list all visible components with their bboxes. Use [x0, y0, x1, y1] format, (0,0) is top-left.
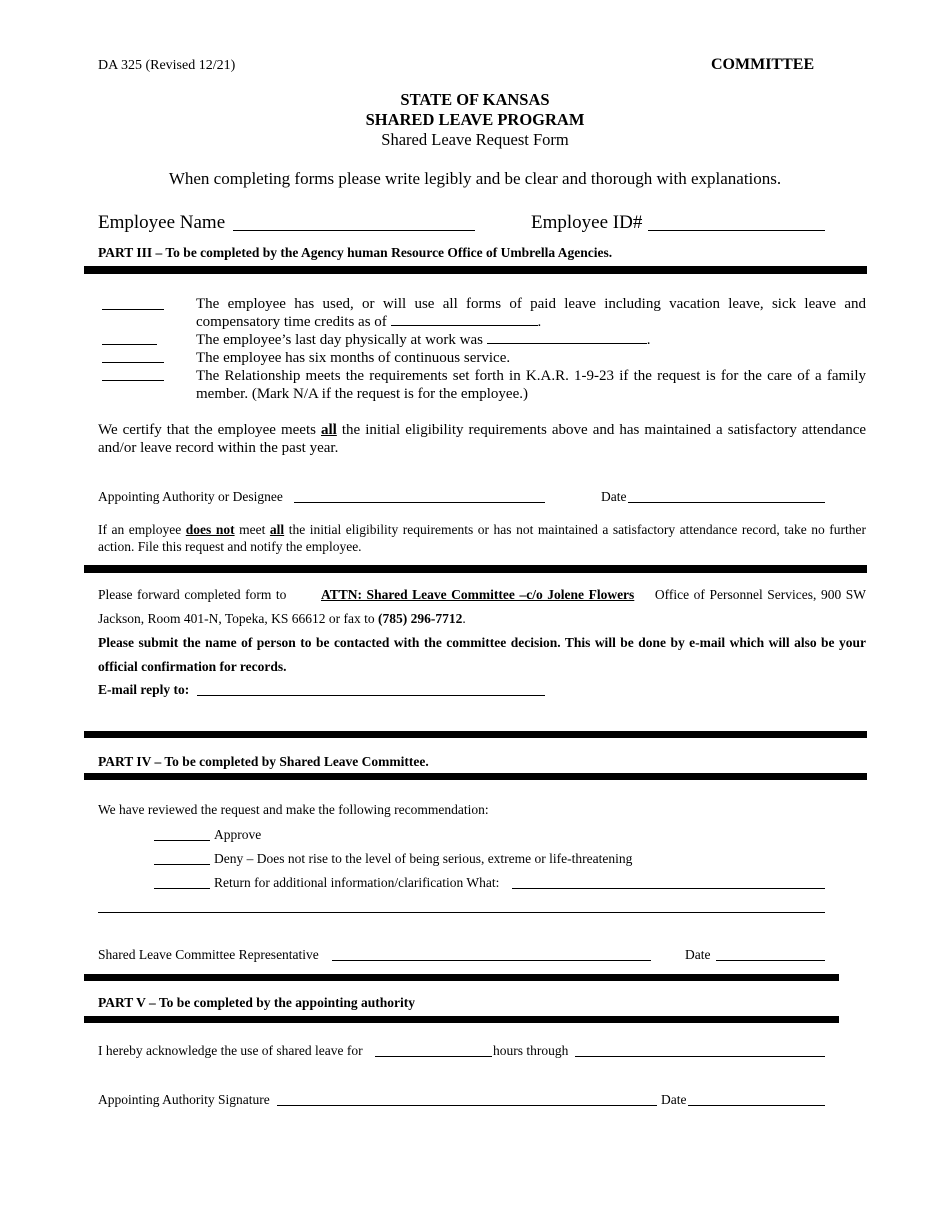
- divider: [84, 565, 867, 573]
- item2-text: The employee’s last day physically at work was: [196, 332, 484, 348]
- check-blank-1[interactable]: [102, 309, 164, 310]
- final-date-label: Date: [661, 1092, 687, 1107]
- ack-text-b: hours through: [493, 1043, 569, 1058]
- divider: [84, 1016, 839, 1023]
- form-id: DA 325 (Revised 12/21): [98, 58, 236, 73]
- clarification-field[interactable]: [512, 888, 825, 889]
- check-blank-2[interactable]: [102, 344, 157, 345]
- part3-heading: PART III – To be completed by the Agency human Resource Office of Umbrella Agencies.: [98, 245, 613, 260]
- employee-name-label: Employee Name: [98, 212, 226, 233]
- through-date-field[interactable]: [575, 1056, 825, 1057]
- divider: [84, 731, 867, 738]
- check-blank-3[interactable]: [102, 362, 164, 363]
- program-title: SHARED LEAVE PROGRAM: [365, 110, 585, 129]
- final-date-field[interactable]: [688, 1105, 825, 1106]
- part4-heading: PART IV – To be completed by Shared Leave Committee.: [98, 754, 429, 769]
- ineligible-notice: [98, 521, 866, 555]
- notice-all: all: [269, 522, 285, 537]
- signature-label: Appointing Authority Signature: [98, 1092, 270, 1107]
- notice-text-c: the initial eligibility requirements or has not maintained a satisfactory attendance record, take no further action. File this request and notify the employee.: [98, 522, 867, 554]
- forward-text-b: Office of Personnel Services, 900 SW Jackson, Room 401-N, Topeka, KS 66612 or fax to: [98, 587, 867, 626]
- email-reply-field[interactable]: [197, 695, 545, 696]
- part5-heading: PART V – To be completed by the appointing authority: [98, 995, 415, 1010]
- instruction: When completing forms please write legibly and be clear and thorough with explanations.: [168, 169, 782, 188]
- divider: [84, 266, 867, 274]
- rep-date-label: Date: [685, 947, 711, 962]
- employee-id-field[interactable]: [648, 230, 825, 231]
- eligibility-item-4: The Relationship meets the requirements set forth in K.A.R. 1-9-23 if the request is for the care of a family member. (Mark N/A if the request is for the employee.): [196, 368, 866, 402]
- approve-option: Approve: [214, 827, 262, 842]
- authority-final-signature-field[interactable]: [277, 1105, 657, 1106]
- ack-text-a: I hereby acknowledge the use of shared leave for: [98, 1043, 363, 1058]
- forward-instructions: [98, 583, 866, 631]
- notice-does-not: does not: [185, 522, 235, 537]
- eligibility-item-2: The employee’s last day physically at work was .: [196, 332, 651, 348]
- notice-text-b: meet: [239, 522, 266, 537]
- deny-blank[interactable]: [154, 864, 210, 865]
- return-option: Return for additional information/clarification What:: [214, 875, 500, 890]
- rep-date-field[interactable]: [716, 960, 825, 961]
- return-blank[interactable]: [154, 888, 210, 889]
- certify-all: all: [320, 422, 337, 438]
- notice-text-a: If an employee: [98, 522, 182, 537]
- check-blank-4[interactable]: [102, 380, 164, 381]
- submit-note: Please submit the name of person to be contacted with the committee decision. This will be done by e-mail which will also be your official confirmation for records.: [98, 635, 866, 674]
- fax-number: (785) 296-7712: [378, 611, 463, 626]
- clarification-field-continued[interactable]: [98, 912, 825, 913]
- last-day-field[interactable]: [487, 343, 647, 344]
- certify-statement: [98, 421, 866, 457]
- forward-text-a: Please forward completed form to: [98, 587, 287, 602]
- hours-field[interactable]: [375, 1056, 492, 1057]
- employee-id-label: Employee ID#: [531, 212, 643, 233]
- authority-signature-field[interactable]: [294, 502, 545, 503]
- authority-label: Appointing Authority or Designee: [98, 489, 283, 504]
- email-label: E-mail reply to:: [98, 682, 190, 697]
- state-title: STATE OF KANSAS: [400, 90, 550, 109]
- authority-date-field[interactable]: [628, 502, 825, 503]
- review-intro: We have reviewed the request and make the following recommendation:: [98, 802, 489, 817]
- divider: [84, 974, 839, 981]
- form-title: Shared Leave Request Form: [381, 130, 569, 149]
- certify-text-b: the initial eligibility requirements above and has maintained a satisfactory attendance and/or leave record within the past year.: [98, 422, 867, 456]
- divider: [84, 773, 867, 780]
- employee-name-field[interactable]: [233, 230, 475, 231]
- rep-signature-field[interactable]: [332, 960, 651, 961]
- paid-leave-date-field[interactable]: [391, 325, 538, 326]
- eligibility-item-3: The employee has six months of continuous service.: [196, 350, 511, 366]
- title-block: [0, 90, 950, 150]
- forward-period: .: [462, 611, 466, 626]
- deny-option: Deny – Does not rise to the level of being serious, extreme or life-threatening: [214, 851, 633, 866]
- attn-line: ATTN: Shared Leave Committee –c/o Jolene Flowers: [321, 587, 635, 602]
- certify-text-a: We certify that the employee meets: [98, 422, 316, 438]
- approve-blank[interactable]: [154, 840, 210, 841]
- committee-label: COMMITTEE: [711, 56, 815, 73]
- eligibility-item-1: The employee has used, or will use all forms of paid leave including vacation leave, sick leave and compensatory time credits as of .: [196, 296, 866, 330]
- authority-date-label: Date: [601, 489, 627, 504]
- item1-text: The employee has used, or will use all forms of paid leave including vacation leave, sick leave and compensatory time credits as of: [196, 296, 866, 330]
- rep-label: Shared Leave Committee Representative: [98, 947, 319, 962]
